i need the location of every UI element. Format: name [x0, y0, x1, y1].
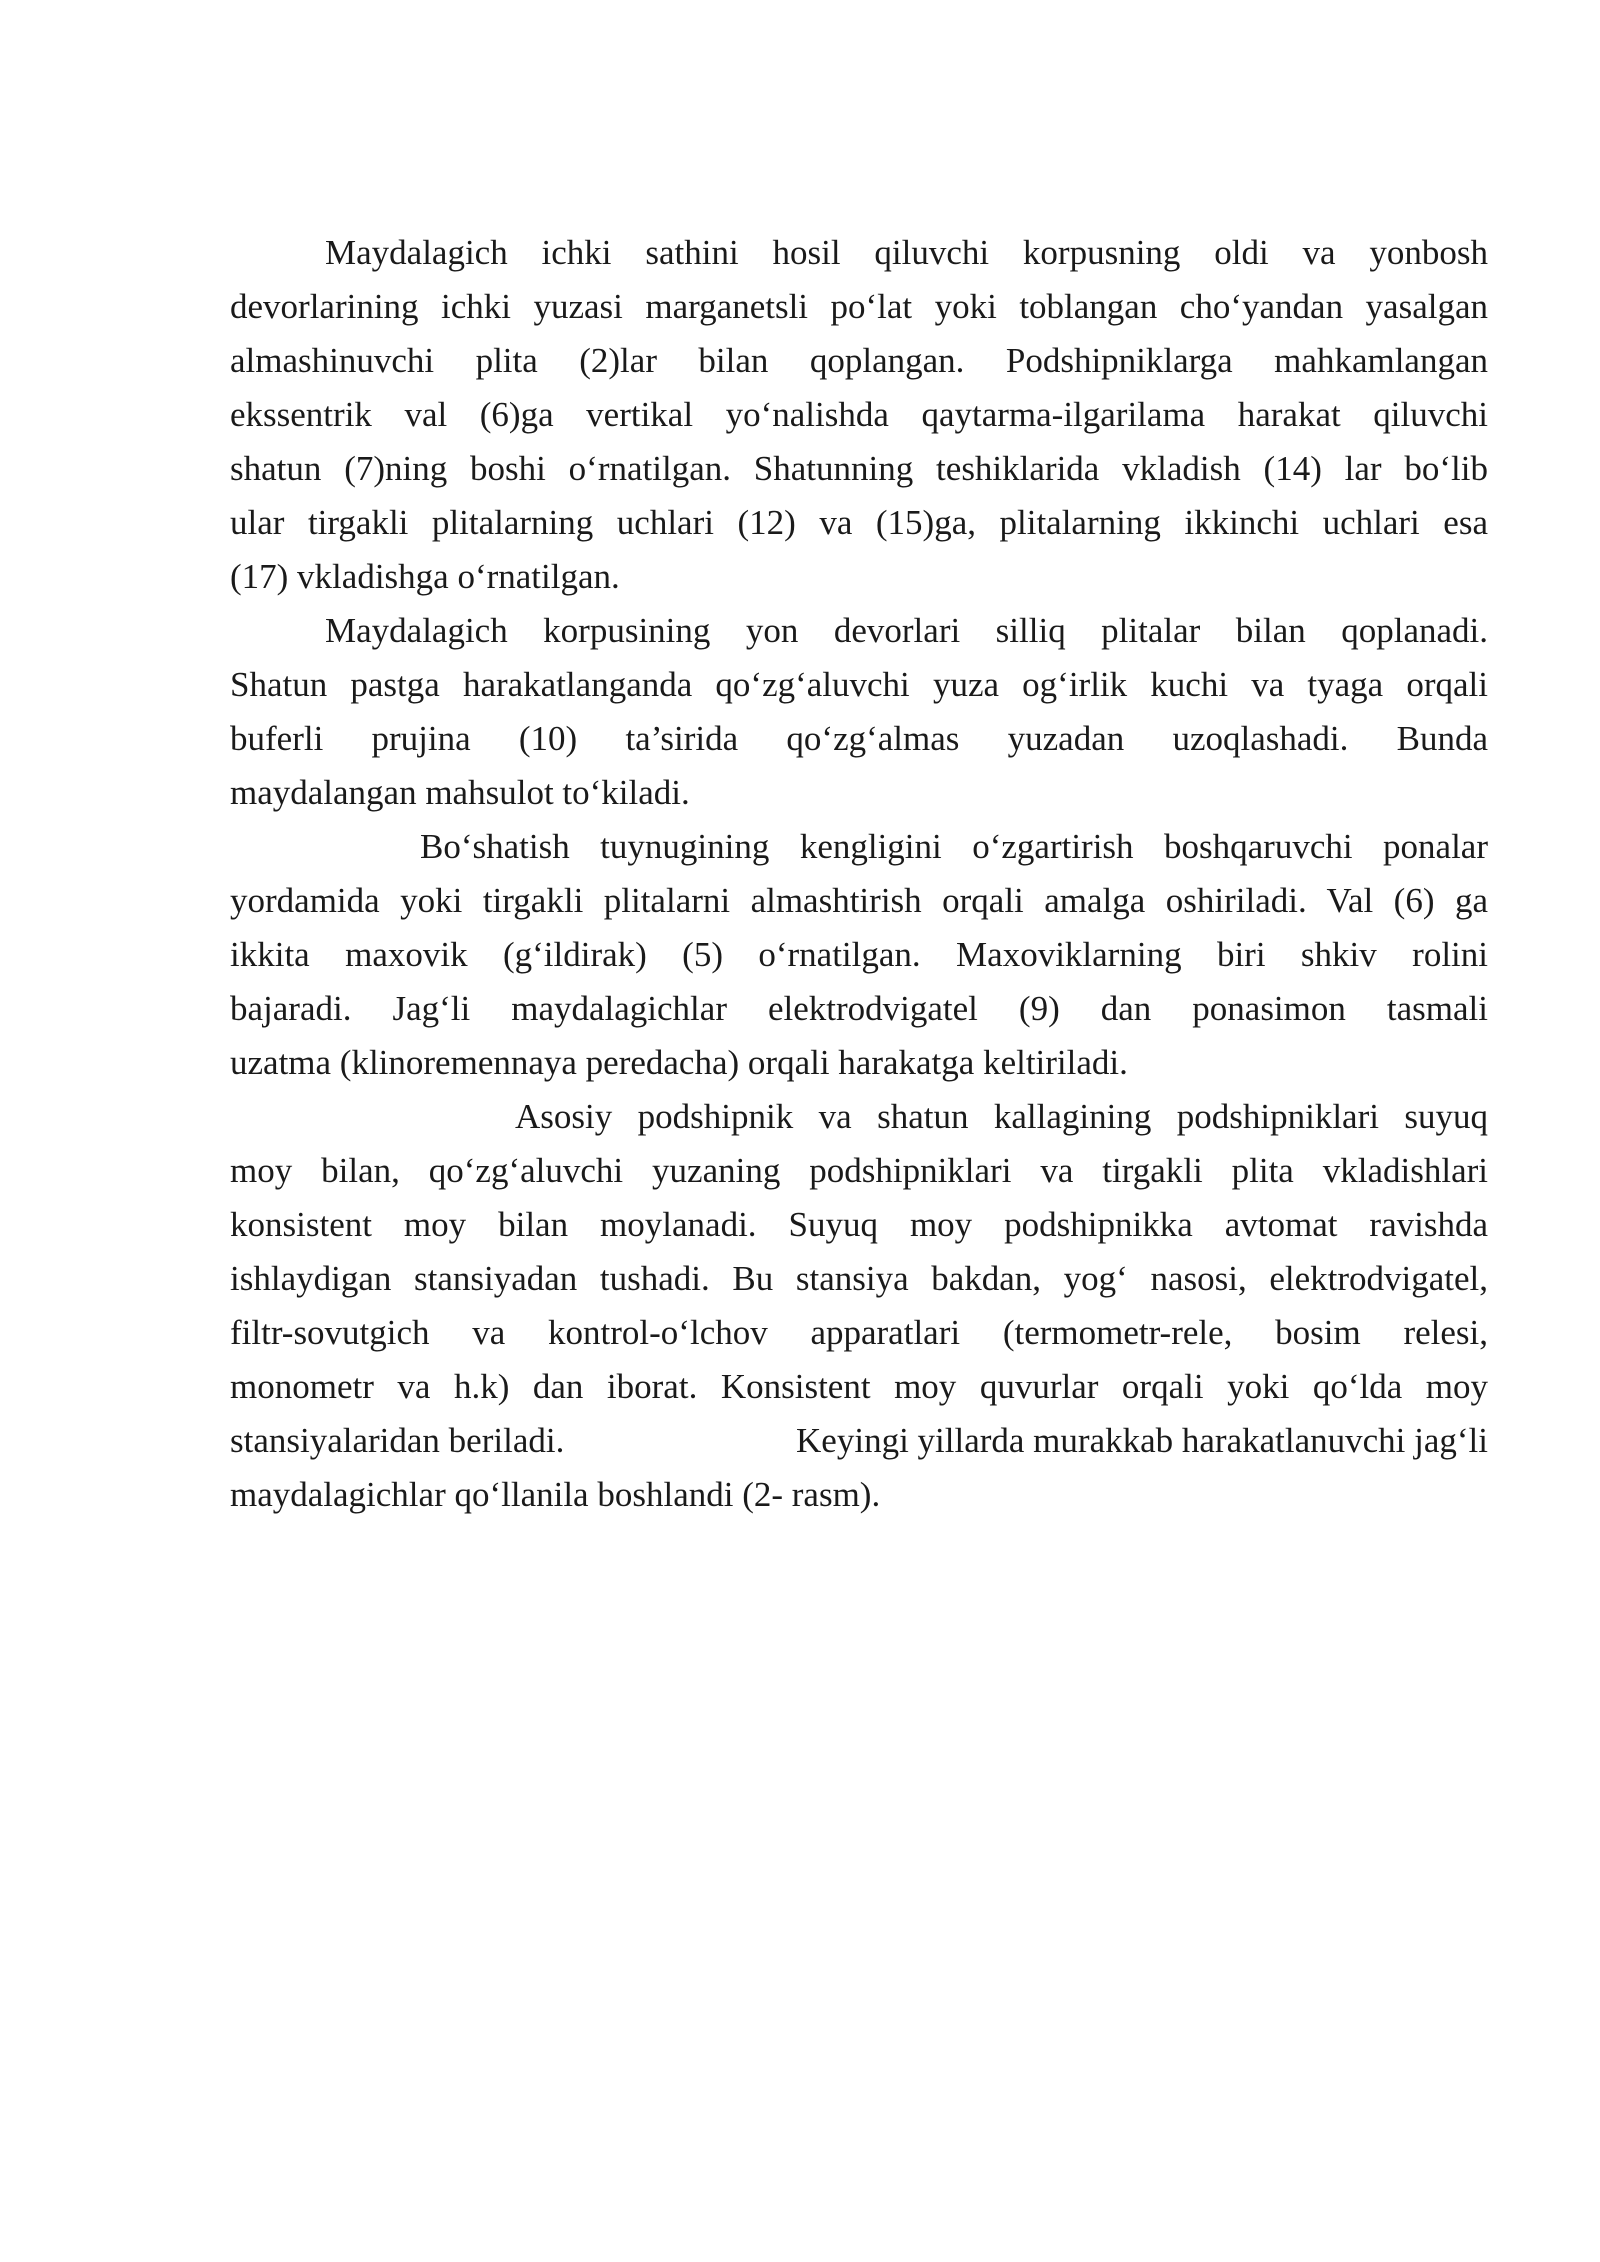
paragraph-1-line: devorlarining ichki yuzasi marganetsli po‘lat yoki toblangan cho‘yandan yasalgan — [230, 287, 1488, 326]
paragraph-2-line: buferli prujina (10) ta’sirida qo‘zg‘almas yuzadan uzoqlashadi. Bunda — [230, 719, 1488, 758]
paragraph-1-line: shatun (7)ning boshi o‘rnatilgan. Shatunning teshiklarida vkladish (14) lar bo‘lib — [230, 449, 1488, 488]
paragraph-4-final-line: maydalagichlar qo‘llanila boshlandi (2- rasm). — [230, 1475, 881, 1514]
paragraph-4-line: Asosiy podshipnik va shatun kallagining podshipniklari suyuq — [515, 1097, 1488, 1136]
split-line-right: Keyingi yillarda murakkab harakatlanuvchi jag‘li — [796, 1421, 1488, 1460]
paragraph-2-line: Shatun pastga harakatlanganda qo‘zg‘aluvchi yuza og‘irlik kuchi va tyaga orqali — [230, 665, 1488, 704]
paragraph-3-line: yordamida yoki tirgakli plitalarni almashtirish orqali amalga oshiriladi. Val (6) ga — [230, 881, 1488, 920]
paragraph-4-line: monometr va h.k) dan iborat. Konsistent moy quvurlar orqali yoki qo‘lda moy — [230, 1367, 1488, 1406]
paragraph-3-line: bajaradi. Jag‘li maydalagichlar elektrodvigatel (9) dan ponasimon tasmali — [230, 989, 1488, 1028]
paragraph-1-line: ular tirgakli plitalarning uchlari (12) va (15)ga, plitalarning ikkinchi uchlari esa — [230, 503, 1488, 542]
paragraph-4-line: konsistent moy bilan moylanadi. Suyuq moy podshipnikka avtomat ravishda — [230, 1205, 1488, 1244]
paragraph-3-line: Bo‘shatish tuynugining kengligini o‘zgartirish boshqaruvchi ponalar — [420, 827, 1488, 866]
paragraph-1-line: (17) vkladishga o‘rnatilgan. — [230, 557, 620, 596]
paragraph-4-line: filtr-sovutgich va kontrol-o‘lchov apparatlari (termometr-rele, bosim relesi, — [230, 1313, 1488, 1352]
paragraph-2-line: maydalangan mahsulot to‘kiladi. — [230, 773, 690, 812]
paragraph-1-line: almashinuvchi plita (2)lar bilan qoplangan. Podshipniklarga mahkamlangan — [230, 341, 1488, 380]
paragraph-4-line: moy bilan, qo‘zg‘aluvchi yuzaning podshipniklari va tirgakli plita vkladishlari — [230, 1151, 1488, 1190]
split-line-left: stansiyalaridan beriladi. — [230, 1421, 565, 1460]
paragraph-3-line: ikkita maxovik (g‘ildirak) (5) o‘rnatilgan. Maxoviklarning biri shkiv rolini — [230, 935, 1488, 974]
paragraph-2-line: Maydalagich korpusining yon devorlari silliq plitalar bilan qoplanadi. — [325, 611, 1488, 650]
body-text — [230, 226, 1488, 1522]
paragraph-1-line: ekssentrik val (6)ga vertikal yo‘nalishda qaytarma-ilgarilama harakat qiluvchi — [230, 395, 1488, 434]
paragraph-4-line: ishlaydigan stansiyadan tushadi. Bu stansiya bakdan, yog‘ nasosi, elektrodvigatel, — [230, 1259, 1488, 1298]
paragraph-3-line: uzatma (klinoremennaya peredacha) orqali harakatga keltiriladi. — [230, 1043, 1128, 1082]
paragraph-4-split-line — [230, 1414, 1488, 1468]
paragraph-1-line: Maydalagich ichki sathini hosil qiluvchi korpusning oldi va yonbosh — [325, 233, 1488, 272]
